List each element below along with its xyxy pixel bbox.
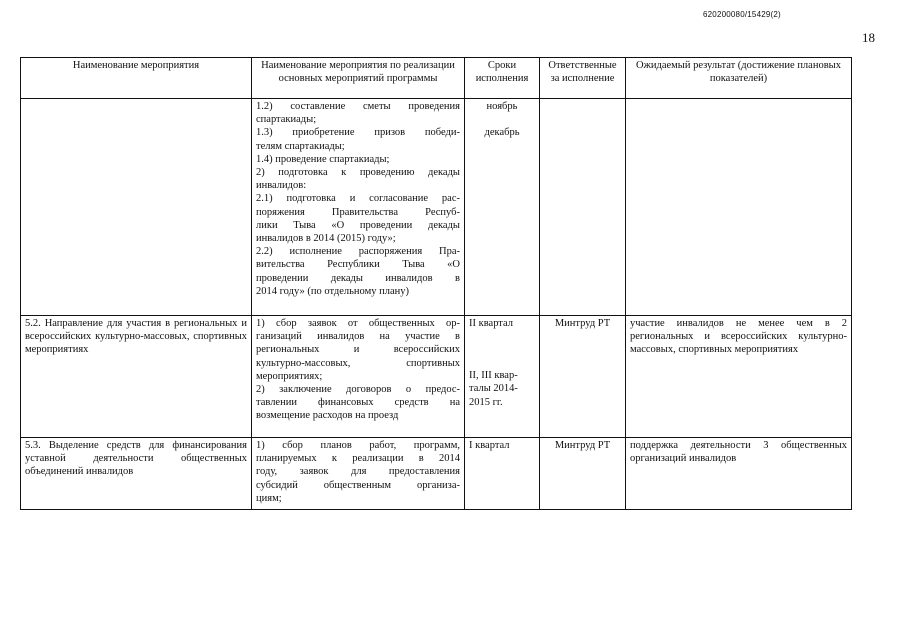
term-line [469, 113, 535, 126]
implementation-line: вительства Республики Тыва «О [256, 259, 460, 271]
implementation-line: 1.2) составление сметы проведения [256, 101, 460, 112]
implementation-line: 1.3) приобретение призов победи- [256, 127, 460, 139]
cell-implementation [252, 316, 465, 438]
cell-responsible: Минтруд РТ [540, 316, 626, 438]
implementation-line: 2) подготовка к проведению декады [256, 167, 460, 179]
implementation-line: году, заявок для предоставления [256, 466, 460, 478]
term-line: II, III квар- [469, 370, 518, 382]
implementation-line: региональных и всероссийских [256, 344, 460, 356]
implementation-line: поряжения Правительства Респуб- [256, 206, 460, 218]
implementation-line: ганизаций инвалидов на участие в [256, 331, 460, 343]
implementation-line: субсидий общественным организа- [256, 479, 460, 491]
term-line: II квартал [469, 318, 514, 329]
implementation-line: инвалидов в 2014 (2015) году»; [256, 233, 396, 245]
implementation-line: 2.1) подготовка и согласование рас- [256, 193, 460, 205]
cell-responsible [540, 99, 626, 316]
implementation-line: 1) сбор заявок от общественных ор- [256, 318, 460, 329]
header-event-name: Наименование мероприятия [21, 58, 252, 99]
implementation-line: 2014 году» (по отдельному плану) [256, 285, 410, 297]
implementation-line: тавлении финансовых средств на [256, 397, 460, 409]
implementation-line: инвалидов: [256, 180, 307, 192]
cell-terms [465, 316, 540, 438]
term-line: I квартал [469, 440, 510, 451]
table-row [21, 438, 852, 510]
cell-responsible: Минтруд РТ [540, 438, 626, 510]
page-number: 18 [862, 30, 875, 45]
term-line [469, 343, 535, 356]
implementation-line: проведении декады инвалидов в [256, 272, 460, 284]
implementation-line: телям спартакиады; [256, 140, 345, 152]
cell-event-name [21, 99, 252, 316]
implementation-line: 1) сбор планов работ, программ, [256, 440, 460, 451]
implementation-line: лики Тыва «О проведении декады [256, 219, 460, 231]
implementation-line: мероприятиях; [256, 370, 323, 382]
cell-expected-result: поддержка деятельности 3 общественных организаций инвалидов [626, 438, 852, 510]
implementation-line: циям; [256, 492, 282, 504]
cell-expected-result: участие инвалидов не менее чем в 2 региональных и всероссийских культурно-массовых, спортивных мероприятиях [626, 316, 852, 438]
implementation-line: спартакиады; [256, 114, 317, 126]
table-row [21, 99, 852, 316]
table-row [21, 316, 852, 438]
implementation-line: 1.4) проведение спартакиады; [256, 153, 390, 165]
implementation-line: культурно-массовых, спортивных [256, 357, 460, 369]
term-line: декабрь [484, 127, 520, 139]
header-row [21, 58, 852, 99]
cell-implementation [252, 99, 465, 316]
term-line: ноябрь [486, 101, 518, 112]
term-line [469, 330, 535, 343]
cell-event-name: 5.2. Направление для участия в региональных и всероссийских культурно-массовых, спортивных мероприятиях [21, 316, 252, 438]
cell-event-name: 5.3. Выделение средств для финансирования уставной деятельности общественных объединений инвалидов [21, 438, 252, 510]
implementation-line: 2.2) исполнение распоряжения Пра- [256, 246, 460, 258]
events-table [20, 57, 852, 510]
implementation-line: возмещение расходов на проезд [256, 410, 399, 422]
cell-terms [465, 99, 540, 316]
header-implementation: Наименование мероприятия по реализации основных мероприятий программы [252, 58, 465, 99]
implementation-line: 2) заключение договоров о предос- [256, 384, 460, 396]
document-id: 620200080/15429(2) [703, 10, 781, 19]
term-line [469, 356, 535, 369]
header-terms: Сроки исполнения [465, 58, 540, 99]
cell-expected-result [626, 99, 852, 316]
cell-implementation [252, 438, 465, 510]
term-line: 2015 гг. [469, 396, 503, 408]
term-line: талы 2014- [469, 383, 518, 395]
implementation-line: планируемых к реализации в 2014 [256, 453, 460, 465]
header-responsible: Ответственные за исполнение [540, 58, 626, 99]
header-expected-result: Ожидаемый результат (достижение плановых показателей) [626, 58, 852, 99]
cell-terms [465, 438, 540, 510]
